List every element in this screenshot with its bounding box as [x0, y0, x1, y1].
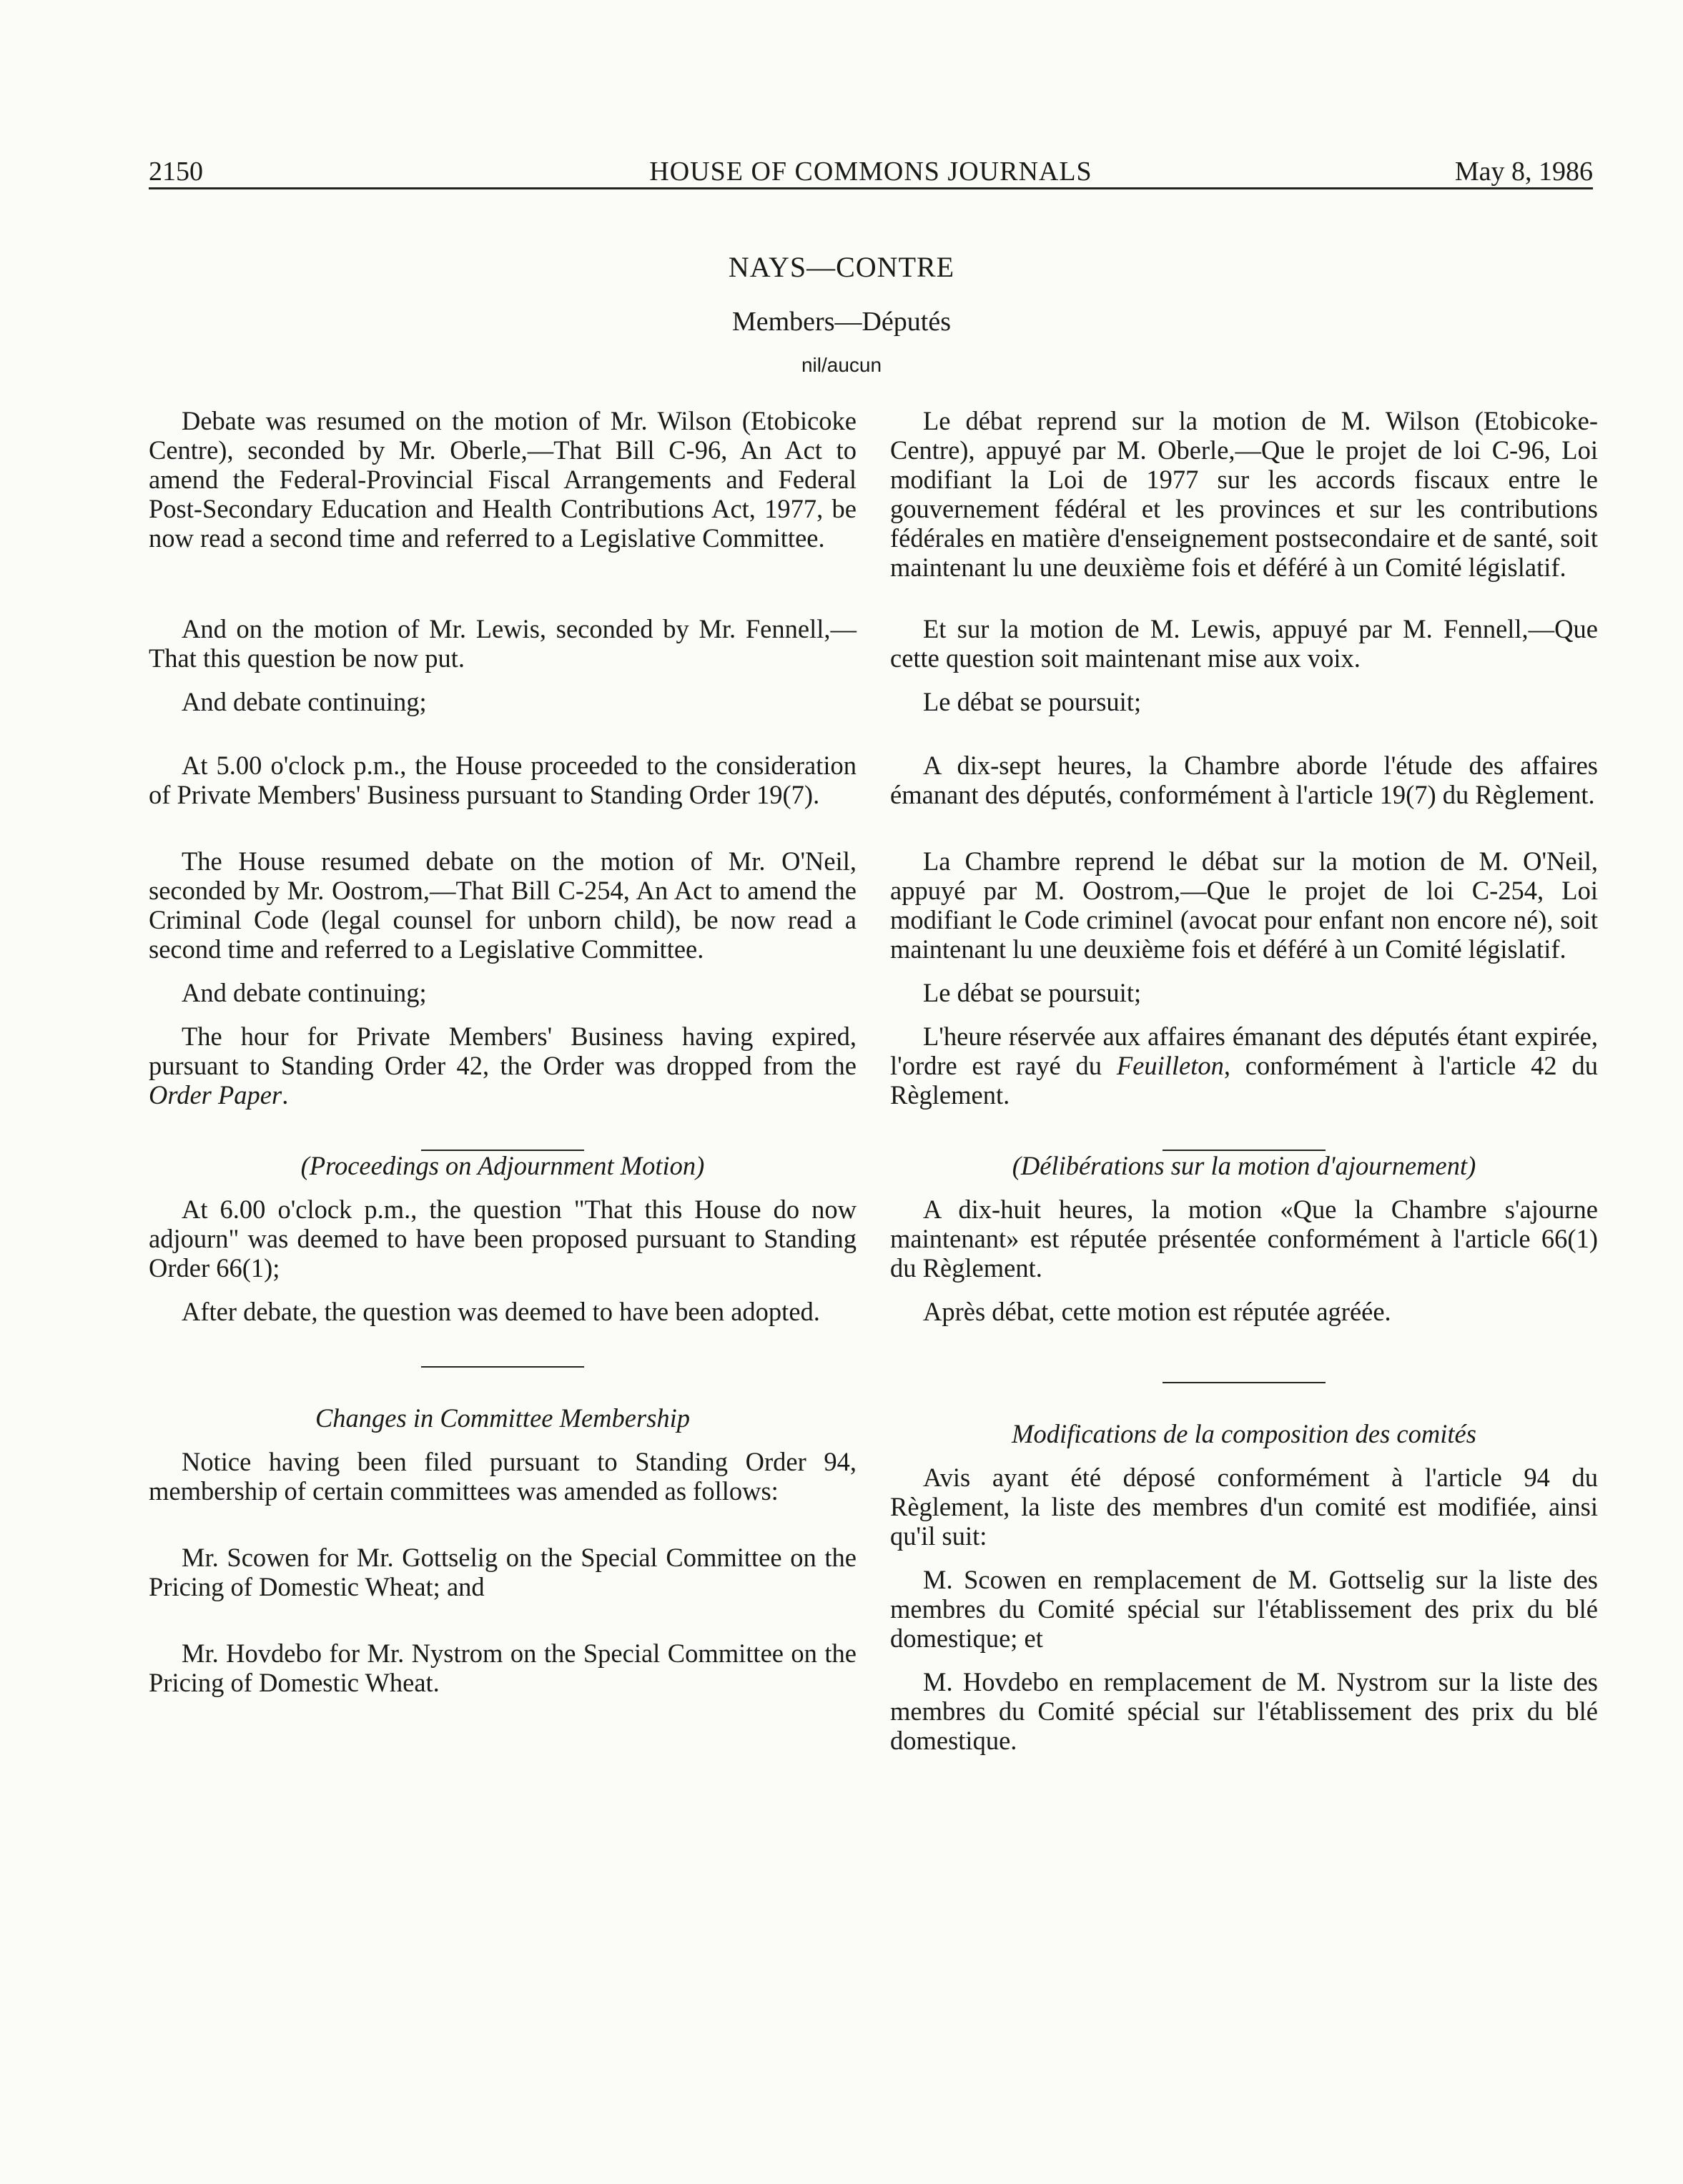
adjournment-paragraph: At 6.00 o'clock p.m., the question "That this House do now adjourn" was deemed to have been proposed pursuant to Standing Order 66(1);	[149, 1195, 857, 1283]
adopted-paragraph-fr: Après débat, cette motion est réputée agréée.	[923, 1297, 1391, 1326]
nays-heading: NAYS—CONTRE	[728, 251, 955, 283]
adjournment-heading: (Proceedings on Adjournment Motion)	[300, 1151, 705, 1180]
page-header	[149, 156, 1593, 189]
english-column	[149, 406, 857, 1697]
private-members-paragraph: At 5.00 o'clock p.m., the House proceeded to the consideration of Private Members' Business pursuant to Standing Order 19(7).	[149, 751, 857, 809]
journal-title: HOUSE OF COMMONS JOURNALS	[649, 157, 1092, 187]
lewis-motion-paragraph: And on the motion of Mr. Lewis, seconded by Mr. Fennell,—That this question be now put.	[149, 614, 857, 673]
feuilleton-title: Feuilleton	[1116, 1051, 1224, 1080]
hovdebo-paragraph-fr: M. Hovdebo en remplacement de M. Nystrom sur la liste des membres du Comité spécial sur l'établissement des prix du blé domestique.	[890, 1667, 1598, 1755]
scowen-paragraph: Mr. Scowen for Mr. Gottselig on the Special Committee on the Pricing of Domestic Wheat; and	[149, 1543, 857, 1601]
committee-heading: Changes in Committee Membership	[315, 1403, 691, 1433]
hour-expired-paragraph-fr: L'heure réservée aux affaires émanant des députés étant expirée, l'ordre est rayé du Feuilleton, conformément à l'article 42 du Règlement.	[890, 1022, 1598, 1110]
debate-resumed-paragraph: Debate was resumed on the motion of Mr. Wilson (Etobicoke Centre), seconded by Mr. Oberle,—That Bill C-96, An Act to amend the Federal-Provincial Fiscal Arrangements and Federal Post-Secondary Education and Health Contributions Act, 1977, be now read a second time and referred to a Legislative Committee.	[149, 406, 857, 553]
debate-continuing-paragraph-2: And debate continuing;	[182, 978, 427, 1007]
notice-paragraph: Notice having been filed pursuant to Standing Order 94, membership of certain committees was amended as follows:	[149, 1447, 857, 1506]
adopted-paragraph: After debate, the question was deemed to have been adopted.	[182, 1297, 820, 1326]
hovdebo-paragraph: Mr. Hovdebo for Mr. Nystrom on the Special Committee on the Pricing of Domestic Wheat.	[149, 1639, 857, 1697]
scowen-paragraph-fr: M. Scowen en remplacement de M. Gottselig sur la liste des membres du Comité spécial sur l'établissement des prix du blé domestique; et	[890, 1565, 1598, 1653]
oneil-motion-paragraph: The House resumed debate on the motion of Mr. O'Neil, seconded by Mr. Oostrom,—That Bill C-254, An Act to amend the Criminal Code (legal counsel for unborn child), be now read a second time and referred to a Legislative Committee.	[149, 846, 857, 964]
debate-resumed-paragraph-fr: Le débat reprend sur la motion de M. Wilson (Etobicoke-Centre), appuyé par M. Oberle,—Que le projet de loi C-96, Loi modifiant la Loi de 1977 sur les accords fiscaux entre le gouvernement fédéral et les provinces et sur les contributions fédérales en matière d'enseignement postsecondaire et de santé, soit maintenant lu une deuxième fois et déféré à un Comité législatif.	[890, 406, 1598, 582]
committee-heading-fr: Modifications de la composition des comités	[1012, 1419, 1476, 1448]
adjournment-heading-fr: (Délibérations sur la motion d'ajournement)	[1012, 1151, 1476, 1180]
order-paper-title: Order Paper	[149, 1080, 282, 1110]
section-divider	[421, 1366, 584, 1368]
lewis-motion-paragraph-fr: Et sur la motion de M. Lewis, appuyé par M. Fennell,—Que cette question soit maintenant mise aux voix.	[890, 614, 1598, 673]
debate-continuing-paragraph-fr: Le débat se poursuit;	[923, 687, 1142, 716]
french-column	[890, 406, 1598, 1755]
page-number: 2150	[149, 157, 203, 187]
members-heading: Members—Députés	[731, 307, 952, 337]
journal-date: May 8, 1986	[1454, 157, 1593, 187]
private-members-paragraph-fr: A dix-sept heures, la Chambre aborde l'étude des affaires émanant des députés, conformément à l'article 19(7) du Règlement.	[890, 751, 1598, 809]
adjournment-paragraph-fr: A dix-huit heures, la motion «Que la Chambre s'ajourne maintenant» est réputée présentée conformément à l'article 66(1) du Règlement.	[890, 1195, 1598, 1283]
debate-continuing-paragraph-2-fr: Le débat se poursuit;	[923, 978, 1142, 1007]
section-divider-fr	[1163, 1382, 1326, 1383]
oneil-motion-paragraph-fr: La Chambre reprend le débat sur la motion de M. O'Neil, appuyé par M. Oostrom,—Que le projet de loi C-254, Loi modifiant le Code criminel (avocat pour enfant non encore né), soit maintenant lu une deuxième fois et déféré à un Comité législatif.	[890, 846, 1598, 964]
debate-continuing-paragraph: And debate continuing;	[182, 687, 427, 716]
notice-paragraph-fr: Avis ayant été déposé conformément à l'article 94 du Règlement, la liste des membres d'un comité est modifiée, ainsi qu'il suit:	[890, 1463, 1598, 1551]
nil-entry: nil/aucun	[801, 354, 882, 376]
hour-expired-paragraph: The hour for Private Members' Business having expired, pursuant to Standing Order 42, the Order was dropped from the Order Paper.	[149, 1022, 857, 1110]
